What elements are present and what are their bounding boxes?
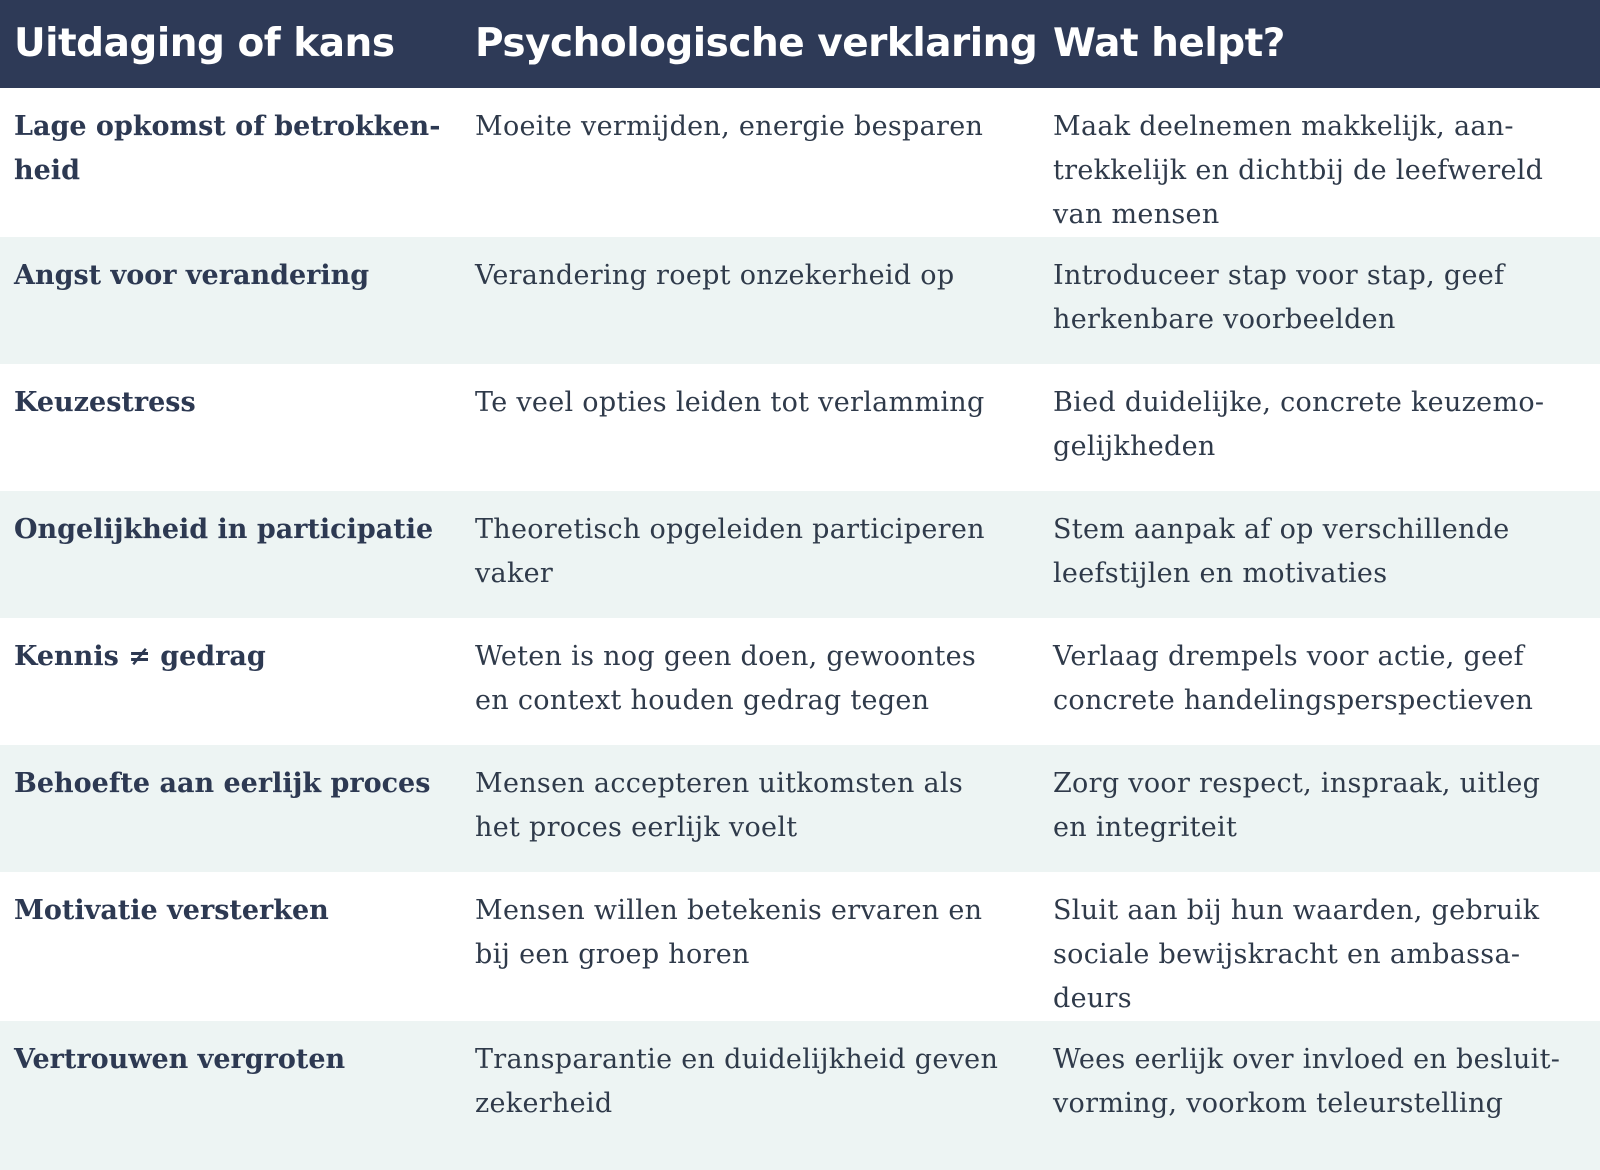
- header-challenge: Uitdaging of kans: [14, 21, 395, 66]
- cell-explanation: Verandering roept onzekerheid op: [475, 260, 955, 291]
- table-row: [0, 872, 1600, 1021]
- cell-help: Introduceer stap voor stap, geef herkenbare voorbeelden: [1053, 260, 1505, 335]
- cell-explanation: Mensen accepteren uitkomsten als het proces eerlijk voelt: [475, 768, 964, 843]
- cell-explanation: Weten is nog geen doen, gewoontes en context houden gedrag tegen: [475, 641, 977, 716]
- cell-help: Zorg voor respect, inspraak, uitleg en integriteit: [1053, 768, 1541, 843]
- header-help: Wat helpt?: [1053, 21, 1285, 66]
- table-row: [0, 745, 1600, 872]
- cell-challenge: Motivatie versterken: [14, 895, 329, 926]
- cell-challenge: Ongelijkheid in participatie: [14, 514, 434, 545]
- table-row: [0, 88, 1600, 237]
- cell-challenge: Lage opkomst of betrokken- heid: [14, 111, 441, 186]
- table-row: [0, 237, 1600, 364]
- table-row: [0, 364, 1600, 491]
- cell-help: Stem aanpak af op verschillende leefstijlen en motivaties: [1053, 514, 1510, 589]
- table-row: [0, 618, 1600, 745]
- cell-help: Wees eerlijk over invloed en besluit- vorming, voorkom teleurstelling: [1053, 1044, 1561, 1119]
- cell-help: Bied duidelijke, concrete keuzemo- gelijkheden: [1053, 387, 1545, 462]
- table-header: [0, 0, 1600, 88]
- cell-challenge: Behoefte aan eerlijk proces: [14, 768, 431, 799]
- cell-help: Verlaag drempels voor actie, geef concrete handelingsperspectieven: [1053, 641, 1534, 716]
- cell-explanation: Moeite vermijden, energie besparen: [475, 111, 984, 142]
- cell-challenge: Keuzestress: [14, 387, 196, 418]
- table-row: [0, 491, 1600, 618]
- cell-help: Maak deelnemen makkelijk, aan- trekkelijk en dichtbij de leefwereld van mensen: [1053, 111, 1544, 230]
- table-row: [0, 1021, 1600, 1170]
- cell-explanation: Te veel opties leiden tot verlamming: [475, 387, 985, 418]
- cell-explanation: Transparantie en duidelijkheid geven zekerheid: [475, 1044, 999, 1119]
- cell-challenge: Angst voor verandering: [14, 260, 370, 291]
- cell-explanation: Theoretisch opgeleiden participeren vaker: [475, 514, 985, 589]
- header-explanation: Psychologische verklaring: [475, 21, 1038, 66]
- cell-challenge: Kennis ≠ gedrag: [14, 641, 266, 672]
- cell-challenge: Vertrouwen vergroten: [14, 1044, 346, 1075]
- cell-explanation: Mensen willen betekenis ervaren en bij een groep horen: [475, 895, 983, 970]
- cell-help: Sluit aan bij hun waarden, gebruik sociale bewijskracht en ambassa- deurs: [1053, 895, 1540, 1014]
